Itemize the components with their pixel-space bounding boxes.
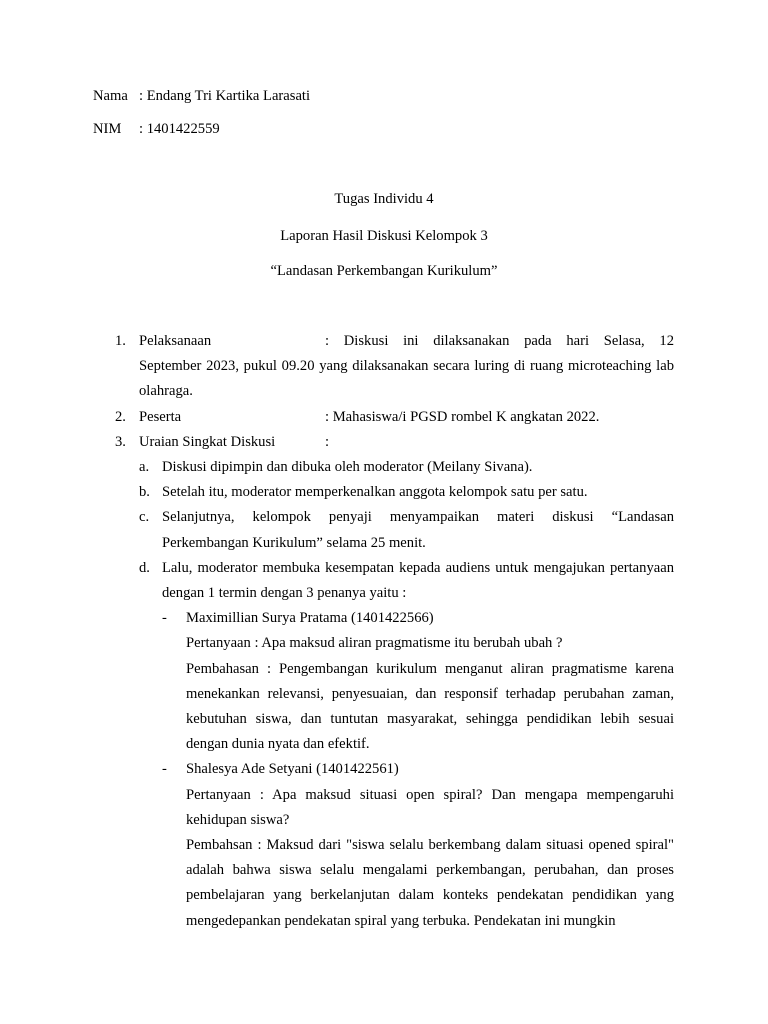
sub-item-text: Setelah itu, moderator memperkenalkan anggota kelompok satu per satu. <box>162 484 588 501</box>
sub-item-d <box>0 556 768 606</box>
discussion-summary-label: Uraian Singkat Diskusi <box>139 433 276 450</box>
nim-label: NIM <box>93 121 122 137</box>
sub-item-letter: d. <box>139 559 150 576</box>
nim-row <box>93 121 220 138</box>
answer-text: Pembahsan : Maksud dari "siswa selalu berkembang dalam situasi opened spiral" adalah bahwa siswa selalu mengalami perkembangan, perubahan, dan proses pembelajaran yang berkelanjutan dalam konteks pendekatan pendidikan yang mengedepankan pendekatan spiral yang terbuka. Pendekatan ini mungkin <box>186 837 674 929</box>
question-entry-2 <box>0 757 768 933</box>
assignment-title: Tugas Individu 4 <box>334 191 434 207</box>
sub-item-a <box>0 455 768 480</box>
name-row <box>93 88 310 105</box>
sub-item-b <box>0 480 768 505</box>
list-number: 2. <box>115 408 126 425</box>
answer-text: Pembahasan : Pengembangan kurikulum menganut aliran pragmatisme karena menekankan relevansi, penyesuaian, dan responsif terhadap perubahan zaman, kebutuhan siswa, dan tuntutan masyarakat, sehingga pendidikan lebih sesuai dengan dunia nyata dan efektif. <box>186 660 674 753</box>
list-item-implementation <box>0 329 768 405</box>
question-entry-1 <box>0 606 768 757</box>
implementation-value-line: : Diskusi ini dilaksanakan pada hari Selasa, 12 <box>325 333 674 349</box>
list-number: 3. <box>115 433 126 450</box>
implementation-first-line <box>139 329 674 354</box>
topic-title: “Landasan Perkembangan Kurikulum” <box>270 263 498 279</box>
participants-value: : Mahasiswa/i PGSD rombel K angkatan 2022. <box>325 408 600 425</box>
report-list <box>0 329 768 934</box>
report-title: Laporan Hasil Diskusi Kelompok 3 <box>280 228 488 244</box>
nim-value: : 1401422559 <box>139 121 220 137</box>
sub-item-text: Diskusi dipimpin dan dibuka oleh moderator (Meilany Sivana). <box>162 459 533 476</box>
sub-item-letter: c. <box>139 509 150 526</box>
name-label: Nama <box>93 88 128 104</box>
discussion-summary-value: : <box>325 433 330 450</box>
question-text: Pertanyaan : Apa maksud situasi open spiral? Dan mengapa mempengaruhi kehidupan siswa? <box>186 786 674 828</box>
implementation-value-rest: September 2023, pukul 09.20 yang dilaksanakan secara luring di ruang microteaching lab olahraga. <box>139 358 674 400</box>
sub-item-text: Selanjutnya, kelompok penyaji menyampaikan materi diskusi “Landasan Perkembangan Kurikulum” selama 25 menit. <box>162 509 674 551</box>
list-item-participants <box>0 405 768 430</box>
list-number: 1. <box>115 333 126 349</box>
sub-item-c <box>0 505 768 555</box>
name-value: : Endang Tri Kartika Larasati <box>139 88 311 104</box>
asker-name: Maximillian Surya Pratama (1401422566) <box>186 610 434 627</box>
asker-name: Shalesya Ade Setyani (1401422561) <box>186 761 399 778</box>
sub-item-letter: a. <box>139 459 150 476</box>
implementation-label: Pelaksanaan <box>139 333 212 349</box>
dash-bullet: - <box>162 610 167 627</box>
question-text: Pertanyaan : Apa maksud aliran pragmatisme itu berubah ubah ? <box>186 635 563 652</box>
participants-label: Peserta <box>139 408 182 425</box>
sub-item-letter: b. <box>139 484 150 501</box>
list-item-discussion-summary <box>0 430 768 455</box>
dash-bullet: - <box>162 761 167 778</box>
sub-item-text: Lalu, moderator membuka kesempatan kepada audiens untuk mengajukan pertanyaan dengan 1 termin dengan 3 penanya yaitu : <box>162 559 674 602</box>
